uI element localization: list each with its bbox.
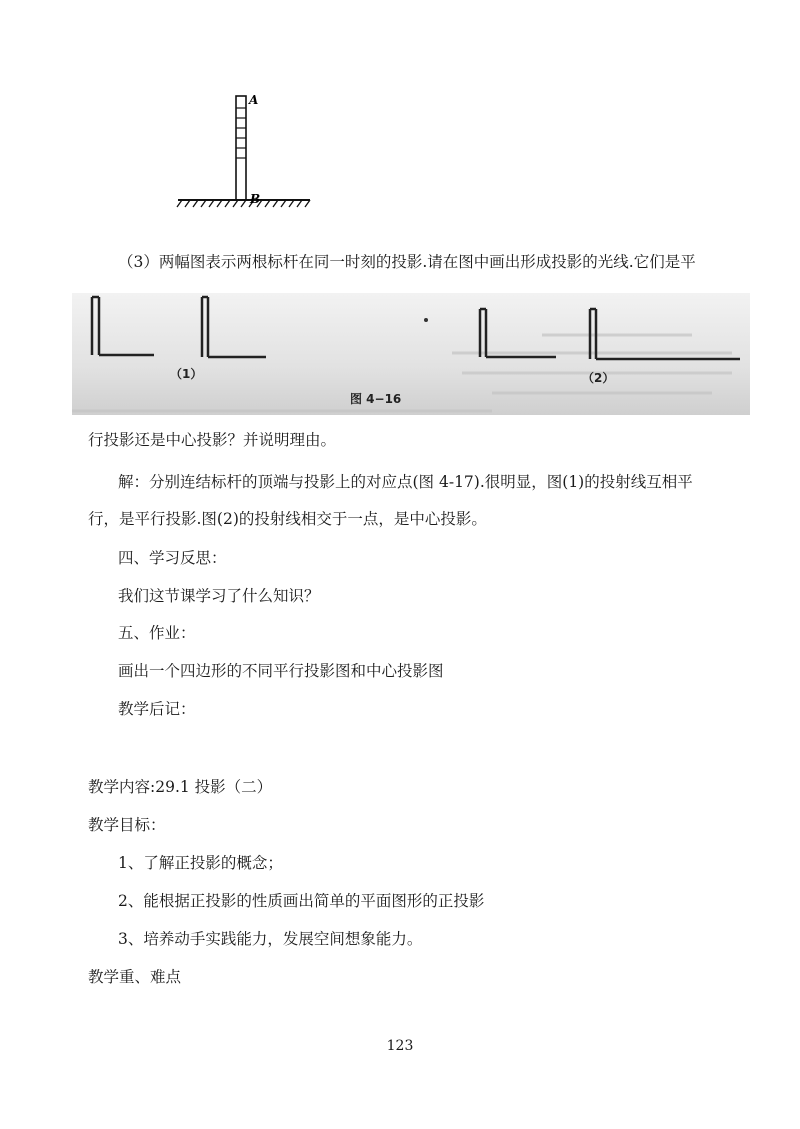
text-line-2: 行投影还是中心投影？并说明理由。 <box>88 431 337 449</box>
text-line-1: （3）两幅图表示两根标杆在同一时刻的投影.请在图中画出形成投影的光线.它们是平 <box>118 253 696 271</box>
caption-2: （2） <box>582 371 615 385</box>
pole-figure <box>170 88 320 213</box>
objective-3: 3、培养动手实践能力，发展空间想象能力。 <box>118 930 423 948</box>
page-number: 123 <box>386 1038 414 1054</box>
figure-4-16 <box>72 293 750 415</box>
text-line-8: 画出一个四边形的不同平行投影图和中心投影图 <box>118 662 444 680</box>
pole-segments <box>236 108 246 158</box>
objective-2: 2、能根据正投影的性质画出简单的平面图形的正投影 <box>118 892 485 910</box>
heading-homework: 五、作业： <box>118 624 196 642</box>
text-line-6: 我们这节课学习了什么知识？ <box>118 587 320 605</box>
label-a: A <box>249 93 259 107</box>
lesson-content: 教学内容:29.1 投影（二） <box>88 778 273 796</box>
heading-reflection: 四、学习反思： <box>118 549 227 567</box>
text-line-3: 解：分别连结标杆的顶端与投影上的对应点(图 4-17).很明显，图(1)的投射线互相平 <box>118 473 693 491</box>
figure-label: 图 4−16 <box>350 392 402 406</box>
label-b: B <box>250 192 261 206</box>
dot <box>424 318 428 322</box>
objective-1: 1、了解正投影的概念； <box>118 854 283 872</box>
caption-1: （1） <box>170 367 203 381</box>
text-line-4: 行，是平行投影.图(2)的投射线相交于一点，是中心投影。 <box>88 510 487 528</box>
heading-key-points: 教学重、难点 <box>88 968 182 986</box>
text-line-9: 教学后记： <box>118 700 196 718</box>
ground-hatching <box>177 200 310 207</box>
heading-objectives: 教学目标： <box>88 816 166 834</box>
